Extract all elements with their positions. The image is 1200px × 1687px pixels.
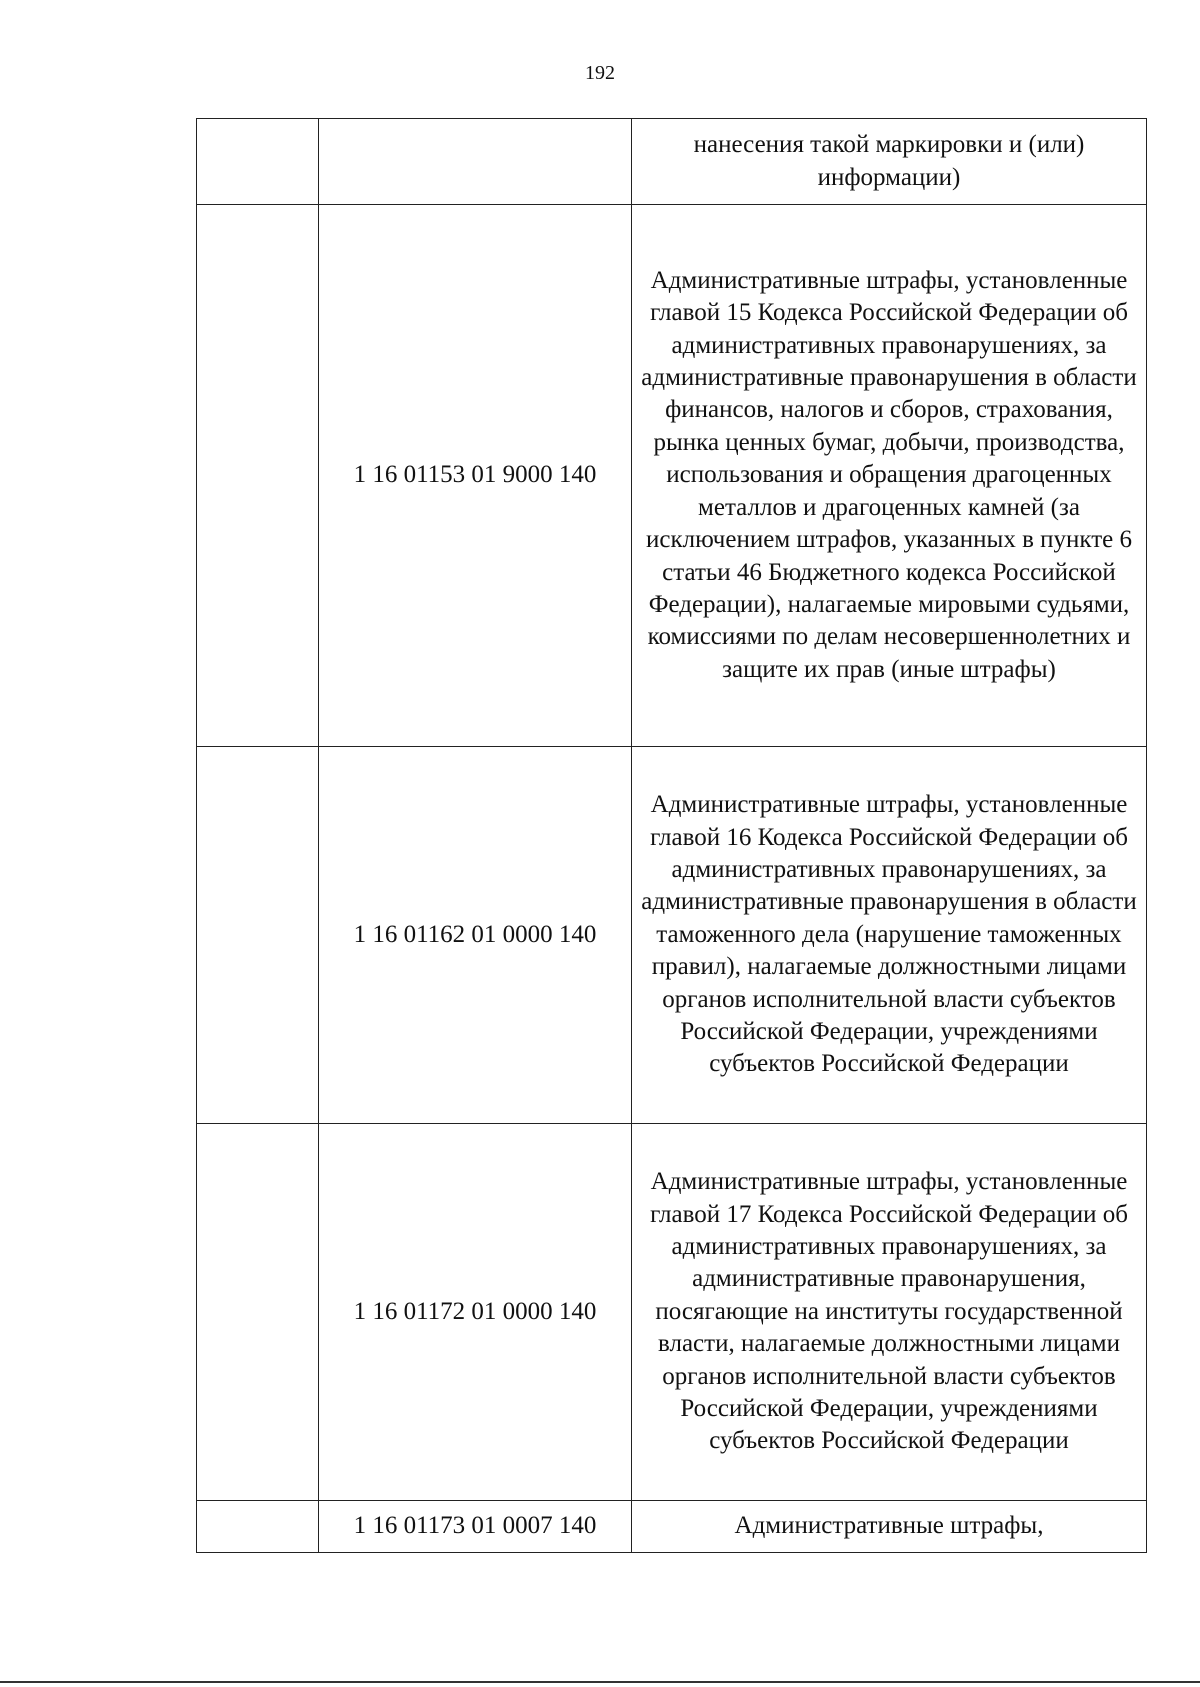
page-number: 192 bbox=[585, 62, 615, 84]
table-cell-code bbox=[319, 119, 632, 205]
table-cell-description: Административные штрафы, установленные главой 16 Кодекса Российской Федерации об административных правонарушениях, за административные правонарушения в области таможенного дела (нарушение таможенных правил), налагаемые должностными лицами органов исполнительной власти субъектов Российской Федерации, учреждениями субъектов Российской Федерации bbox=[632, 747, 1147, 1124]
table-cell-empty bbox=[197, 205, 319, 747]
table-cell-description: нанесения такой маркировки и (или) информации) bbox=[632, 119, 1147, 205]
budget-code-table bbox=[196, 118, 1147, 1553]
table-row bbox=[197, 1124, 1147, 1501]
table-row bbox=[197, 119, 1147, 205]
table-row bbox=[197, 1501, 1147, 1553]
scan-edge-line bbox=[0, 1681, 1200, 1683]
table-cell-code: 1 16 01172 01 0000 140 bbox=[319, 1124, 632, 1501]
table-cell-code: 1 16 01153 01 9000 140 bbox=[319, 205, 632, 747]
table-row bbox=[197, 747, 1147, 1124]
table-cell-empty bbox=[197, 747, 319, 1124]
table-cell-code: 1 16 01173 01 0007 140 bbox=[319, 1501, 632, 1553]
table-cell-empty bbox=[197, 119, 319, 205]
table-cell-description: Административные штрафы, bbox=[632, 1501, 1147, 1553]
table-cell-empty bbox=[197, 1124, 319, 1501]
table-cell-empty bbox=[197, 1501, 319, 1553]
table-cell-code: 1 16 01162 01 0000 140 bbox=[319, 747, 632, 1124]
table-row bbox=[197, 205, 1147, 747]
table-cell-description: Административные штрафы, установленные главой 15 Кодекса Российской Федерации об административных правонарушениях, за административные правонарушения в области финансов, налогов и сборов, страхования, рынка ценных бумаг, добычи, производства, использования и обращения драгоценных металлов и драгоценных камней (за исключением штрафов, указанных в пункте 6 статьи 46 Бюджетного кодекса Российской Федерации), налагаемые мировыми судьями, комиссиями по делам несовершеннолетних и защите их прав (иные штрафы) bbox=[632, 205, 1147, 747]
table-cell-description: Административные штрафы, установленные главой 17 Кодекса Российской Федерации об административных правонарушениях, за административные правонарушения, посягающие на институты государственной власти, налагаемые должностными лицами органов исполнительной власти субъектов Российской Федерации, учреждениями субъектов Российской Федерации bbox=[632, 1124, 1147, 1501]
